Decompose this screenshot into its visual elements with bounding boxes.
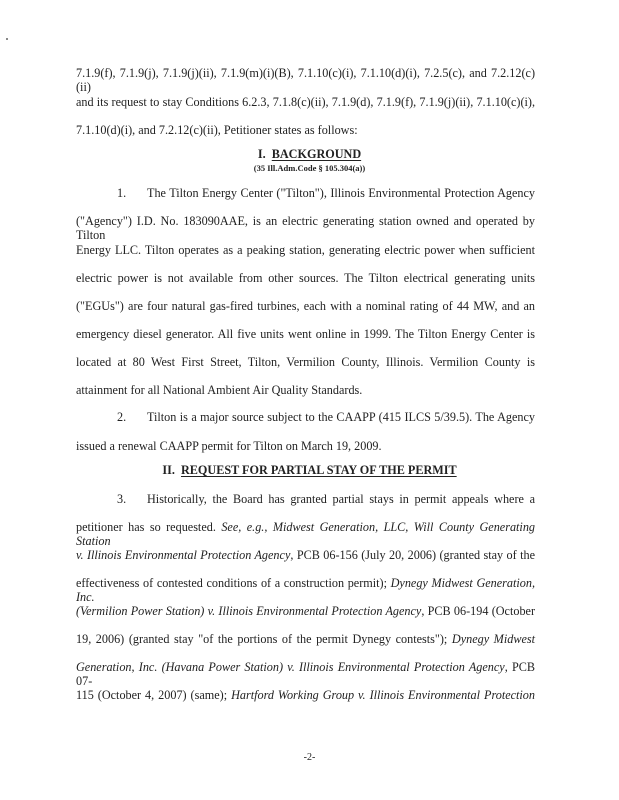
text-run: issued a renewal CAAPP permit for Tilton on March 19, 2009. <box>76 439 382 453</box>
text-run: , PCB 07- <box>76 660 536 688</box>
case-citation: See, e.g., Midwest Generation, LLC, Will County Generating Station <box>76 520 536 548</box>
case-citation: Dynegy Midwest Generation, Inc. <box>76 576 535 604</box>
text-run: 7.1.10(d)(i), and 7.2.12(c)(ii), Petitioner states as follows: <box>76 123 358 137</box>
text-run: Historically, the Board has granted partial stays in permit appeals where a <box>147 492 535 506</box>
text-line <box>76 383 535 397</box>
text-line <box>76 410 535 424</box>
text-line <box>76 243 535 257</box>
case-citation: Dynegy Midwest <box>451 632 535 646</box>
text-run: , PCB 06-156 (July 20, 2006) (granted stay of the <box>290 548 535 562</box>
text-run: electric power is not available from other sources. The Tilton electrical generating units <box>76 271 535 285</box>
text-line <box>76 95 535 109</box>
section-citation: (35 Ill.Adm.Code § 105.304(a)) <box>253 163 366 173</box>
text-line <box>76 439 535 453</box>
text-line <box>76 214 535 242</box>
section-title: REQUEST FOR PARTIAL STAY OF THE PERMIT <box>180 463 457 477</box>
case-citation: Hartford Working Group v. Illinois Environmental Protection <box>231 688 535 702</box>
case-citation: Generation, Inc. (Havana Power Station) v. Illinois Environmental Protection Agency <box>76 660 505 674</box>
text-run: 115 (October 4, 2007) (same); <box>76 688 232 702</box>
text-line <box>76 186 535 200</box>
text-line <box>76 271 535 285</box>
text-line <box>76 299 535 313</box>
text-line <box>76 66 535 94</box>
text-run: , PCB 06-194 (October <box>421 604 536 618</box>
text-line <box>76 123 535 137</box>
text-line <box>76 688 535 702</box>
page-number: -2- <box>303 752 316 763</box>
paragraph-number: 3. <box>117 492 127 506</box>
text-line <box>76 604 535 618</box>
text-line <box>76 660 536 688</box>
text-run: ("EGUs") are four natural gas-fired turbines, each with a nominal rating of 44 MW, and an <box>76 299 535 313</box>
text-run: emergency diesel generator. All five units went online in 1999. The Tilton Energy Center is <box>76 327 535 341</box>
text-line <box>76 520 536 548</box>
text-run: petitioner has so requested. <box>76 520 222 534</box>
scan-speck <box>6 38 8 40</box>
text-run: 7.1.9(f), 7.1.9(j), 7.1.9(j)(ii), 7.1.9(m)(i)(B), 7.1.10(c)(i), 7.1.10(d)(i), 7.2.5(c), and 7.2.12(c)(ii) <box>76 66 535 94</box>
paragraph-number: 2. <box>117 410 127 424</box>
case-citation: (Vermilion Power Station) v. Illinois Environmental Protection Agency <box>76 604 422 618</box>
text-line <box>76 632 535 646</box>
text-run: attainment for all National Ambient Air Quality Standards. <box>76 383 363 397</box>
text-run: Tilton is a major source subject to the CAAPP (415 ILCS 5/39.5). The Agency <box>147 410 535 424</box>
section-number: I. <box>257 147 266 161</box>
section-title: BACKGROUND <box>271 147 362 161</box>
text-line <box>76 492 535 506</box>
text-run: and its request to stay Conditions 6.2.3, 7.1.8(c)(ii), 7.1.9(d), 7.1.9(f), 7.1.9(j)(ii), 7.1.10(c)(i), <box>76 95 535 109</box>
text-line <box>76 548 535 562</box>
text-line <box>76 355 535 369</box>
section-heading-request <box>0 463 619 478</box>
section-number: II. <box>162 463 175 477</box>
text-run: Energy LLC. Tilton operates as a peaking station, generating electric power when sufficient <box>76 243 535 257</box>
section-heading-background <box>0 147 619 162</box>
text-run: ("Agency") I.D. No. 183090AAE, is an electric generating station owned and operated by Tilton <box>76 214 535 242</box>
paragraph-number: 1. <box>117 186 127 200</box>
text-run: located at 80 West First Street, Tilton, Vermilion County, Illinois. Vermilion County is <box>76 355 535 369</box>
text-line <box>76 576 535 604</box>
text-line <box>76 327 535 341</box>
text-run: The Tilton Energy Center ("Tilton"), Illinois Environmental Protection Agency <box>147 186 535 200</box>
text-run: 19, 2006) (granted stay "of the portions of the permit Dynegy contests"); <box>76 632 452 646</box>
text-run: effectiveness of contested conditions of a construction permit); <box>76 576 391 590</box>
case-citation: v. Illinois Environmental Protection Agency <box>76 548 291 562</box>
